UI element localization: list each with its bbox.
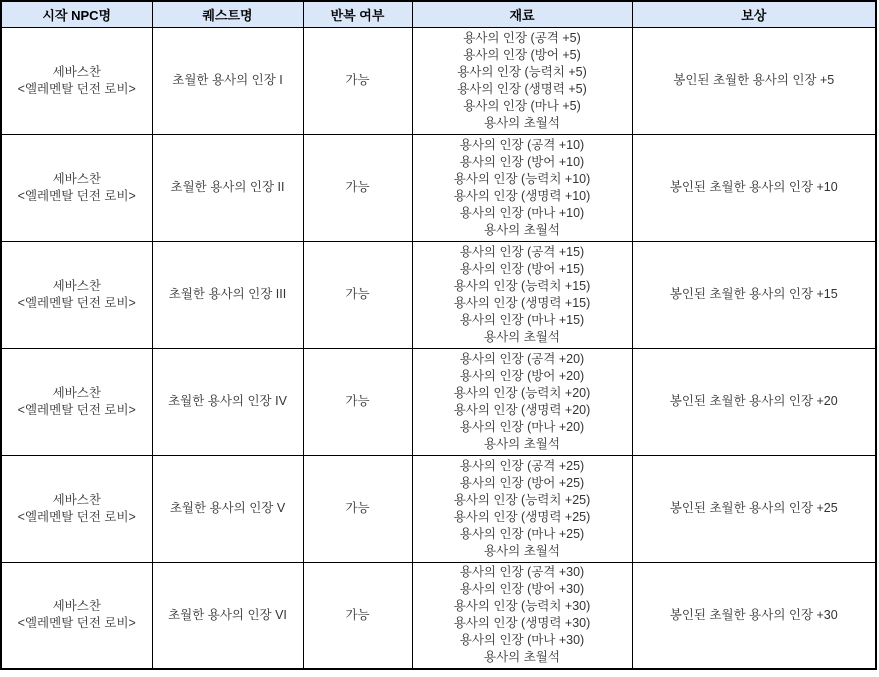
materials-cell [412, 455, 632, 562]
material-line: 용사의 인장 (능력치 +25) [453, 492, 591, 507]
npc-location: <엘레멘탈 던전 로비> [17, 616, 136, 631]
material-line: 용사의 인장 (능력치 +10) [453, 171, 591, 186]
column-header-npc: 시작 NPC명 [1, 1, 152, 27]
reward-cell: 봉인된 초월한 용사의 인장 +5 [632, 27, 876, 134]
material-line: 용사의 인장 (마나 +15) [459, 312, 585, 327]
npc-cell [1, 348, 152, 455]
material-line: 용사의 인장 (생명력 +25) [453, 509, 591, 524]
reward-cell: 봉인된 초월한 용사의 인장 +20 [632, 348, 876, 455]
column-header-reward: 보상 [632, 1, 876, 27]
npc-location: <엘레멘탈 던전 로비> [17, 402, 136, 417]
npc-name: 세바스찬 [52, 492, 101, 507]
quest-cell: 초월한 용사의 인장 VI [152, 562, 303, 669]
table-row [1, 455, 876, 562]
material-line: 용사의 인장 (방어 +20) [459, 368, 585, 383]
npc-cell [1, 562, 152, 669]
table-row [1, 562, 876, 669]
material-line: 용사의 초월석 [484, 543, 560, 558]
npc-name: 세바스찬 [52, 278, 101, 293]
material-line: 용사의 인장 (방어 +25) [459, 475, 585, 490]
material-line: 용사의 인장 (방어 +10) [459, 154, 585, 169]
reward-cell: 봉인된 초월한 용사의 인장 +25 [632, 455, 876, 562]
material-line: 용사의 인장 (공격 +15) [459, 244, 585, 259]
material-line: 용사의 인장 (공격 +5) [463, 30, 581, 45]
material-line: 용사의 인장 (공격 +10) [459, 137, 585, 152]
repeatable-cell: 가능 [303, 348, 412, 455]
npc-cell [1, 134, 152, 241]
repeatable-cell: 가능 [303, 134, 412, 241]
materials-cell [412, 134, 632, 241]
reward-cell: 봉인된 초월한 용사의 인장 +30 [632, 562, 876, 669]
table-row [1, 27, 876, 134]
column-header-repeatable: 반복 여부 [303, 1, 412, 27]
materials-cell [412, 348, 632, 455]
material-line: 용사의 인장 (마나 +30) [459, 633, 585, 648]
material-line: 용사의 인장 (마나 +5) [463, 98, 581, 113]
npc-location: <엘레멘탈 던전 로비> [17, 509, 136, 524]
material-line: 용사의 초월석 [484, 222, 560, 237]
material-line: 용사의 인장 (생명력 +5) [457, 81, 587, 96]
material-line: 용사의 인장 (생명력 +30) [453, 616, 591, 631]
quest-cell: 초월한 용사의 인장 V [152, 455, 303, 562]
material-line: 용사의 인장 (공격 +30) [459, 565, 585, 580]
repeatable-cell: 가능 [303, 241, 412, 348]
quest-cell: 초월한 용사의 인장 II [152, 134, 303, 241]
npc-cell [1, 455, 152, 562]
material-line: 용사의 인장 (방어 +30) [459, 582, 585, 597]
material-line: 용사의 초월석 [484, 650, 560, 665]
npc-name: 세바스찬 [52, 599, 101, 614]
npc-name: 세바스찬 [52, 171, 101, 186]
repeatable-cell: 가능 [303, 27, 412, 134]
material-line: 용사의 인장 (능력치 +20) [453, 385, 591, 400]
quest-cell: 초월한 용사의 인장 III [152, 241, 303, 348]
quest-cell: 초월한 용사의 인장 IV [152, 348, 303, 455]
material-line: 용사의 인장 (마나 +10) [459, 205, 585, 220]
npc-name: 세바스찬 [52, 385, 101, 400]
material-line: 용사의 인장 (능력치 +5) [457, 64, 587, 79]
material-line: 용사의 인장 (능력치 +30) [453, 599, 591, 614]
materials-cell [412, 562, 632, 669]
material-line: 용사의 초월석 [484, 329, 560, 344]
npc-cell [1, 27, 152, 134]
npc-location: <엘레멘탈 던전 로비> [17, 188, 136, 203]
reward-cell: 봉인된 초월한 용사의 인장 +10 [632, 134, 876, 241]
materials-cell [412, 27, 632, 134]
table-row [1, 241, 876, 348]
material-line: 용사의 인장 (생명력 +20) [453, 402, 591, 417]
material-line: 용사의 인장 (공격 +20) [459, 351, 585, 366]
column-header-quest: 퀘스트명 [152, 1, 303, 27]
material-line: 용사의 인장 (마나 +25) [459, 526, 585, 541]
npc-location: <엘레멘탈 던전 로비> [17, 81, 136, 96]
material-line: 용사의 초월석 [484, 115, 560, 130]
materials-cell [412, 241, 632, 348]
repeatable-cell: 가능 [303, 562, 412, 669]
reward-cell: 봉인된 초월한 용사의 인장 +15 [632, 241, 876, 348]
material-line: 용사의 인장 (방어 +5) [463, 47, 581, 62]
material-line: 용사의 인장 (생명력 +10) [453, 188, 591, 203]
material-line: 용사의 인장 (공격 +25) [459, 458, 585, 473]
npc-name: 세바스찬 [52, 64, 101, 79]
material-line: 용사의 초월석 [484, 436, 560, 451]
table-row [1, 134, 876, 241]
repeatable-cell: 가능 [303, 455, 412, 562]
column-header-materials: 재료 [412, 1, 632, 27]
npc-location: <엘레멘탈 던전 로비> [17, 295, 136, 310]
quest-cell: 초월한 용사의 인장 I [152, 27, 303, 134]
material-line: 용사의 인장 (마나 +20) [459, 419, 585, 434]
material-line: 용사의 인장 (능력치 +15) [453, 278, 591, 293]
npc-cell [1, 241, 152, 348]
table-header-row [1, 1, 876, 27]
table-row [1, 348, 876, 455]
material-line: 용사의 인장 (생명력 +15) [453, 295, 591, 310]
material-line: 용사의 인장 (방어 +15) [459, 261, 585, 276]
